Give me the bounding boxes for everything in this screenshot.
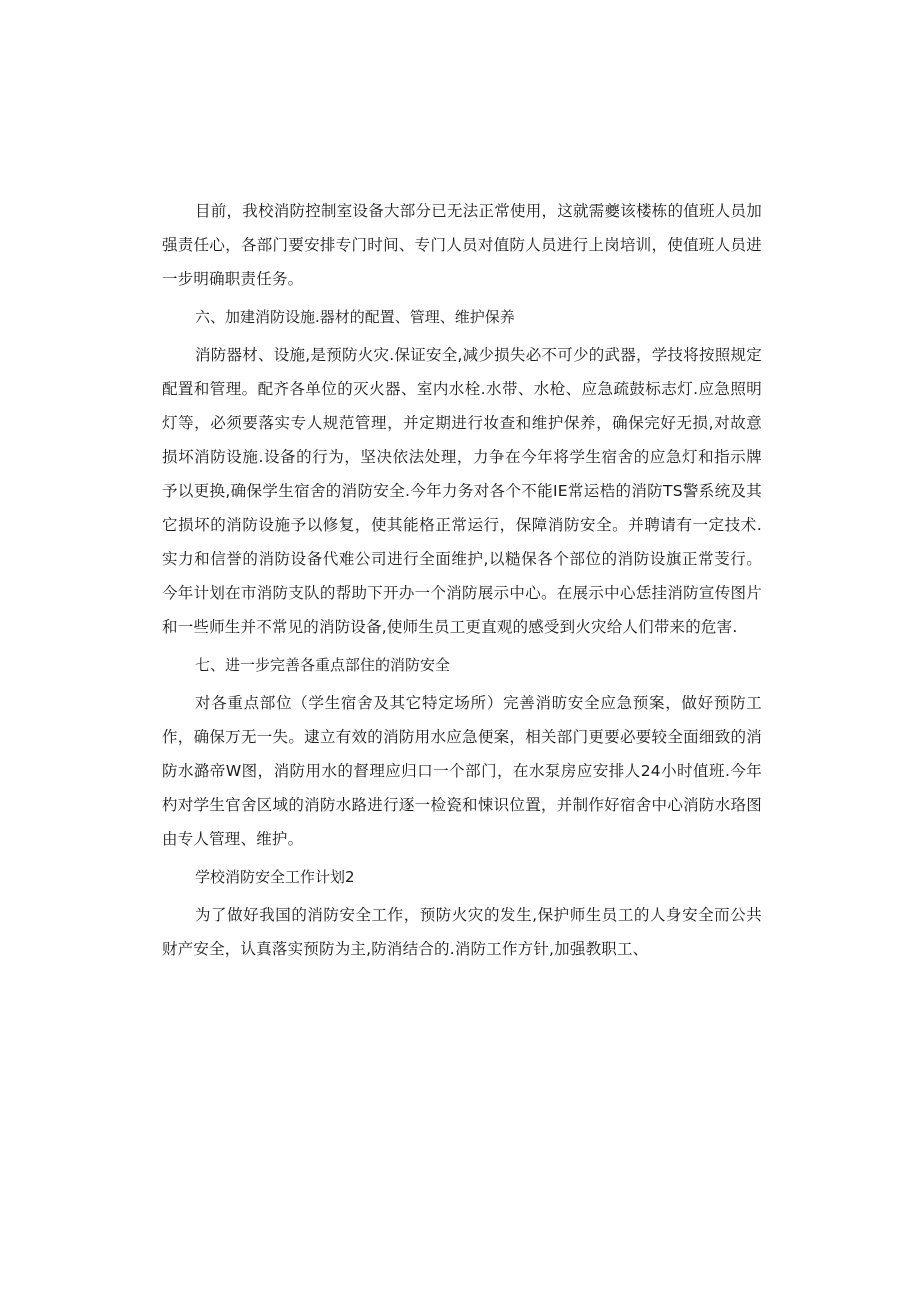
section-heading-seven: 七、进一步完善各重点部住的消防安全 — [195, 656, 451, 674]
paragraph-equipment: 消防器材、设施,是预防火灾.保证安全,减少损失必不可少的武器，学技将按照规定配置和管理。配齐各单位的灭火器、室内水栓.水带、水枪、应急疏鼓标志灯.应急照明灯等，必须要落实专人规范管理，并定期进行妆查和维护保养，确保完好无损,对故意损坏消防设施.设备的行为，坚决依法处理，力争在今年将学生宿舍的应急灯和指示牌予以更换,确保学生宿舍的消防安全.今年力务对各个不能IE常运梏的消防TS警系统及其它损坏的消防设施予以修复，使其能格正常运行，保障消防安全。并聘请有一定技术.实力和信誉的消防设备代难公司进行全面维护,以糙保各个部位的消防设旗正常芰行。今年计划在市消防支队的帮助下开办一个消防展示中心。在展示中心恁挂消防宣传图片和一些师生并不常见的消防设备,使师生员工更直观的感受到火灾给人们带来的危害. — [162, 346, 762, 636]
paragraph-key-areas: 对各重点部位（学生宿舍及其它特定场所）完善消昉安全应急预案，做好预防工作，确保万无一失。逮立有效的消防用水应急便案，相关部门更要必要较全面细致的消防水潞帝W图，消防用水的督理应归口一个部门，在水泵房应安排人24小时值班.今年杓对学生官舍区域的消防水路进行逐一检瓷和悚识位置，并制作好宿舍中心消防水珞图由专人管理、维护。 — [162, 694, 762, 848]
section-heading-six: 六、加建消防设施.器材的配置、管理、维护保养 — [195, 308, 515, 326]
paragraph-control-room: 目前，我校消防控制室设备大部分已无法正常使用，这就需夔该楼栋的值班人员加强责任心，各部门要安排专门时间、专门人员对值防人员进行上岗培训，使值班人员进一步明确职责任务。 — [162, 202, 762, 288]
plan-title-2: 学校消防安全工作计划2 — [195, 868, 355, 886]
document-body — [162, 194, 762, 966]
paragraph-plan-intro: 为了做好我国的消防安全工作，预防火灾的发生,保护师生员工的人身安全而公共财产安全，认真落实预防为主,防消结合的.消防工作方针,加强教职工、 — [162, 906, 762, 958]
